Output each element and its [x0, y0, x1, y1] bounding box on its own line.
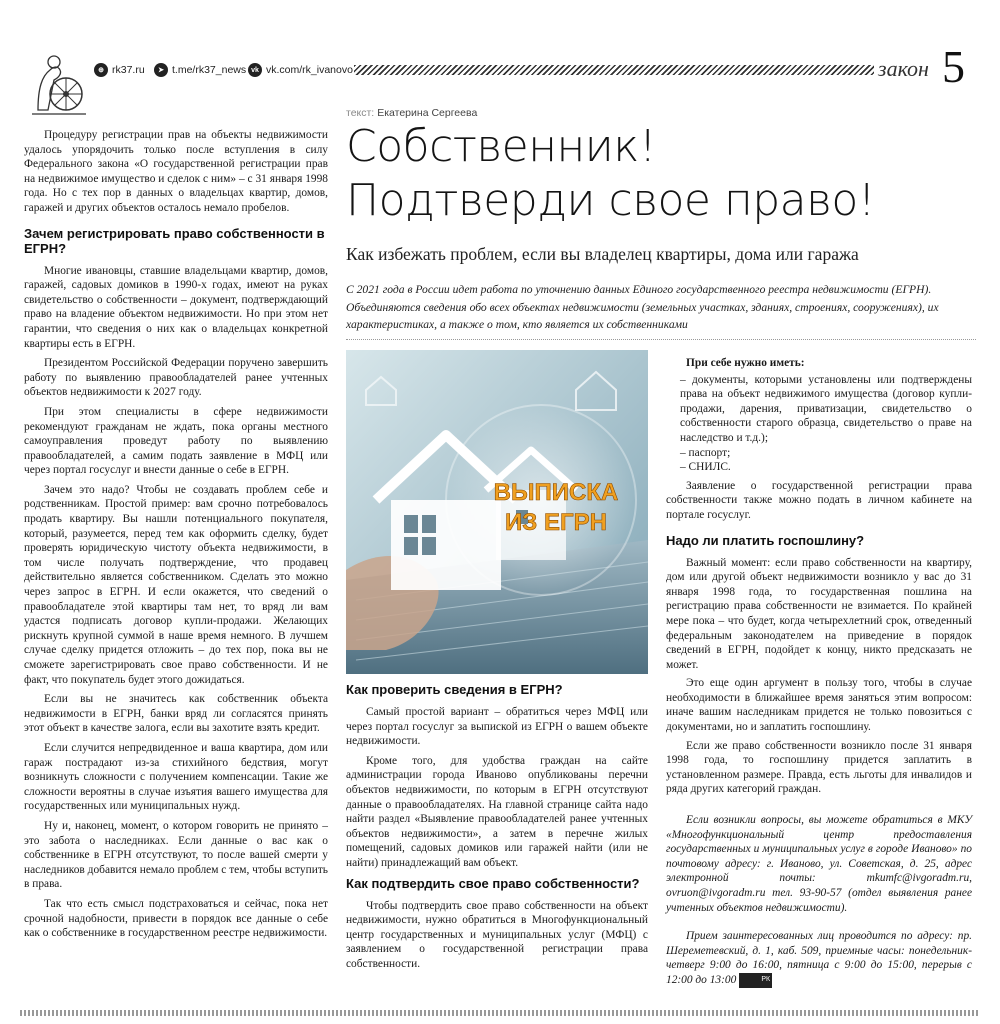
middle-column [346, 680, 648, 977]
paragraph: Кроме того, для удобства граждан на сайте администрации города Иваново опубликованы перечни объектов недвижимости, по которым в ЕГРН отсутствуют данные о правообладателях. На главной странице сайта надо найти раздел «Выявление правообладателей ранее учтенных объектов недвижимости», а затем в перечне жилых помещений, садовых домиков или гаражей найти (или не найти) принадлежащий вам объект. [346, 754, 648, 869]
vk-link[interactable]: vk vk.com/rk_ivanovo [248, 63, 353, 77]
end-mark-tag: РК [739, 973, 772, 988]
subheading: Как проверить сведения в ЕГРН? [346, 682, 563, 697]
page-header [20, 41, 980, 108]
section-label: закон [878, 56, 929, 81]
vk-icon: vk [248, 63, 262, 77]
contact-info: Если возникли вопросы, вы можете обратиться в МКУ «Многофункциональный центр предоставления государственных и муниципальных услуг в городе Иваново» по почтовому адресу: г. Иваново, ул. Советская, д. 25, адрес электронной почты: mkumfc@ivgoradm.ru, ovruon@ivgoradm.ru тел. 93-90-57 (отдел выявления ранее учтенных объектов недвижимости). [666, 814, 972, 914]
page-number: 5 [942, 41, 965, 92]
article-illustration [346, 350, 648, 674]
paragraph: Многие ивановцы, ставшие владельцами квартир, домов, гаражей, садовых домиков в 1990-х годах, имеют на руках свидетельство о собственности – документ, подтверждающий право на владение объектом недвижимости. Но при этом нет гарантии, что сведения о них как о владельцах конкретной квартиры есть в ЕГРН. [24, 264, 328, 350]
globe-icon: ⊕ [94, 63, 108, 77]
paragraph: При этом специалисты в сфере недвижимости рекомендуют гражданам не ждать, пока органы местного самоуправления проведут работу по выявлению правообладателей, а самим подать заявление в МФЦ или через портал госуслуг и внести данные о себе в ЕГРН. [24, 405, 328, 477]
divider [346, 339, 976, 340]
paragraph: Самый простой вариант – обратиться через МФЦ или через портал госуслуг за выпиской из ЕГРН о вашем объекте недвижимости. [346, 706, 648, 748]
paragraph: Если вы не значитесь как собственник объекта недвижимости в ЕГРН, банки вряд ли согласятся принять этот объект в качестве залога, если вы захотите взять кредит. [24, 693, 328, 735]
header-hatch-divider [354, 65, 874, 75]
paragraph: Это еще один аргумент в пользу того, чтобы в случае необходимости в ближайшее время заняться этим вопросом: иначе вашим наследникам придется не только повозиться с документами, но и заплатить госпошлину. [666, 677, 972, 734]
paragraph: Президентом Российской Федерации поручено завершить работу по выявлению правообладателей ранее учтенных объектов недвижимости к 2027 году. [24, 357, 328, 399]
byline-author: Екатерина Сергеева [377, 107, 478, 119]
paragraph: Ну и, наконец, момент, о котором говорить не принято – это забота о наследниках. Если данные о вас как о собственнике в ЕГРН отсутствуют, то после вашей смерти у наследников добавится немало проблем с тем, чтобы вступить в права. [24, 819, 328, 891]
byline [346, 107, 477, 119]
telegram-icon: ➤ [154, 63, 168, 77]
title-line-2: Подтверди свое право! [346, 175, 875, 226]
illustration-caption-line-1: ВЫПИСКА [493, 479, 619, 506]
title-line-1: Собственник! [346, 121, 657, 172]
list-item: – документы, которыми установлены или подтверждены права на объект недвижимого имущества (договор купли-продажи, дарения, приватизации, свидетельство о собственности старого образца, свидетельство о праве на наследство и т.д.); [680, 373, 972, 444]
paragraph: Важный момент: если право собственности на квартиру, дом или другой объект недвижимости возникло у вас до 31 января 1998 года, то государственная пошлина на регистрацию права собственности не взимается. По крайней мере пока – что будет, когда четырехлетний срок, отведенный федеральным законодателем на приведение в порядок сведений в ЕГРН, подойдет к концу, никто предсказать не может. [666, 556, 972, 671]
paragraph: Заявление о государственной регистрации права собственности также можно подать в личном кабинете на портале госуслуг. [666, 479, 972, 521]
list-heading: При себе нужно иметь: [686, 357, 805, 369]
paragraph: Так что есть смысл подстраховаться и сейчас, пока нет срочной надобности, привести в порядок все данные о себе как о собственнике в государственном реестре недвижимости. [24, 897, 328, 940]
footer-divider [20, 1010, 980, 1016]
site-link[interactable]: ⊕ rk37.ru [94, 63, 145, 77]
telegram-link[interactable]: ➤ t.me/rk37_news [154, 63, 246, 77]
list-item: – СНИЛС. [680, 461, 731, 474]
paragraph: Если случится непредвиденное и ваша квартира, дом или гараж пострадают из-за стихийного бедствия, могут возникнуть сложности с получением компенсации. Такие же сложности вероятны в случае изъятия вашего имущества для государственных или муниципальных нужд. [24, 741, 328, 813]
subheading: Как подтвердить свое право собственности? [346, 875, 640, 891]
subheading: Надо ли платить госпошлину? [666, 532, 865, 548]
byline-label: текст: [346, 107, 375, 119]
paragraph: Чтобы подтвердить свое право собственности на объект недвижимости, нужно обратиться в Многофункциональный центр государственных и муниципальных услуг (МФЦ) с заявлением о государственной регистрации права собственности. [346, 899, 648, 970]
newspaper-logo-icon [24, 48, 94, 118]
paragraph: Зачем это надо? Чтобы не создавать проблем себе и родственникам. Простой пример: вам срочно потребовалось продать квартиру. Вы нашли потенциального покупателя, который, разумеется, перед тем как оформить сделку, будет проверять юридическую чистоту объекта недвижимости, в том числе получать подтверждение, что продавец действительно является собственником. Сделать это можно через запрос в ЕГРН. И если окажется, что сведений о правообладателе этой квартиры там нет, то вряд ли вам удастся подписать договор купли-продажи. Желающих рискнуть крупной суммой в наше время немного. В лучшем случае сделку придется отложить – до тех пор, пока вы не сможете зарегистрировать свое право собственности. И не факт, что покупатель будет этого дожидаться. [24, 483, 328, 686]
egrn-illustration [346, 350, 648, 674]
reception-hours [666, 929, 972, 987]
paragraph: Процедуру регистрации прав на объекты недвижимости удалось упорядочить только после вступления в силу Федерального закона «О государственной регистрации прав на недвижимое имущество и сделок с ним» – с 31 января 1998 года. Но с тех пор в данных о владельцах квартир, домов, гаражей и других объектов осталось немало пробелов. [24, 129, 328, 214]
illustration-caption-line-2: ИЗ ЕГРН [505, 509, 607, 536]
right-column [666, 356, 972, 992]
subheading: Зачем регистрировать право собственности в ЕГРН? [24, 225, 325, 256]
paragraph: Если же право собственности возникло после 31 января 1998 года, то госпошлину придется заплатить в установленном размере. Правда, есть льготы для инвалидов и ряда других категорий граждан. [666, 739, 972, 796]
reception-text: Прием заинтересованных лиц проводится по адресу: пр. Шереметевский, д. 1, каб. 509, приемные часы: понедельник-четверг 9:00 до 16:00, пятница с 9:00 до 15:00, перерыв с 12:00 до 13:00 [666, 930, 972, 986]
left-column [24, 128, 328, 946]
list-item: – паспорт; [680, 446, 731, 459]
article-lead: С 2021 года в России идет работа по уточнению данных Единого государственного реестра недвижимости (ЕГРН). Объединяются сведения обо всех объектах недвижимости (земельных участках, зданиях, строениях, сооружениях), их характеристиках, а также о том, кто является их собственниками [346, 283, 939, 331]
article-title [346, 120, 986, 228]
article-subtitle: Как избежать проблем, если вы владелец квартиры, дома или гаража [346, 244, 859, 264]
